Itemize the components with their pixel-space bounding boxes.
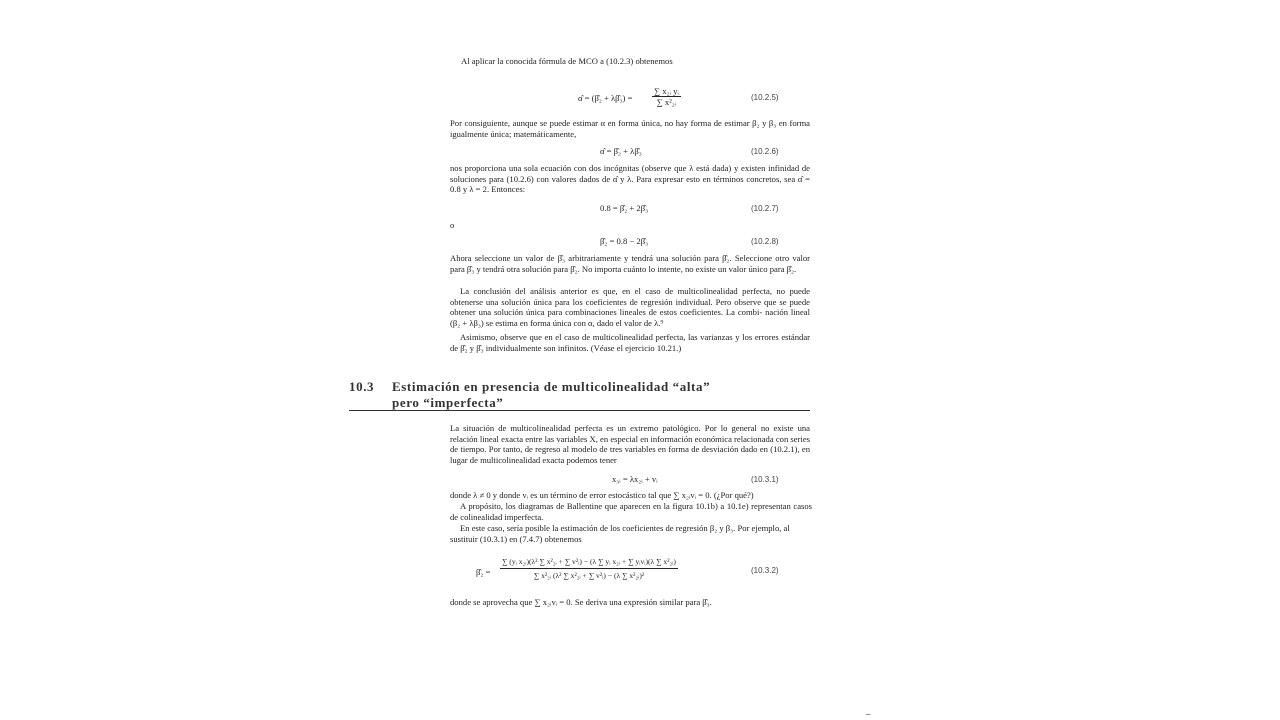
fraction-numerator: ∑ (yᵢ x₂ᵢ)(λ² ∑ x²₂ᵢ + ∑ v²ᵢ) − (λ ∑ yᵢ x₂ᵢ + ∑ yᵢvᵢ)(λ ∑ x²₂ᵢ) (500, 555, 678, 569)
fraction-denominator: ∑ x²₂ᵢ (656, 97, 677, 107)
equation-number: (10.3.1) (751, 475, 779, 484)
paragraph-asimismo: Asimismo, observe que en el caso de multicolinealidad perfecta, las varianzas y los errores estándar de β̂₂ y β̂₃ individualmente son infinitos. (Véase el ejercicio 10.21.) (450, 332, 810, 353)
equation-number: (10.2.5) (751, 93, 779, 102)
paragraph-situacion: La situación de multicolinealidad perfecta es un extremo patológico. Por lo general no existe una relación lineal exacta entre las variables X, en especial en información económica relacionada con series de tiempo. Por tanto, de regreso al modelo de tres variables en forma de desviación dado en (10.2.1), en lugar de multicolinealidad exacta podemos tener (450, 423, 810, 465)
paragraph-donde: donde λ ≠ 0 y donde vᵢ es un término de error estocástico tal que ∑ x₂ᵢvᵢ = 0. (¿Por qué?) (450, 490, 754, 500)
equation-number: (10.3.2) (751, 566, 779, 575)
connector-o: o (450, 220, 455, 230)
equation-lhs: β̂₂ = (476, 567, 491, 577)
paragraph-conclusion: La conclusión del análisis anterior es que, en el caso de multicolinealidad perfecta, no puede obtenerse una solución única para los coeficientes de regresión individual. Pero observe que se puede obtener una solución única para combinaciones lineales de estos coeficientes. La combi- nación lineal (β₂ + λβ₃) se estima en forma única con α, dado el valor de λ.⁹ (450, 286, 810, 328)
paragraph-ahora: Ahora seleccione un valor de β̂₃ arbitrariamente y tendrá una solución para β̂₂. Seleccione otro valor para β̂₃ y tendrá otra solución para β̂₂. No importa cuánto lo intente, no existe un valor único para β̂₂. (450, 253, 810, 274)
fraction-denominator: ∑ x²₂ᵢ (λ² ∑ x²₂ᵢ + ∑ v²ᵢ) − (λ ∑ x²₂ᵢ)² (533, 571, 645, 580)
section-number: 10.3 (349, 379, 375, 394)
page-mark: – (866, 709, 871, 719)
equation-number: (10.2.8) (751, 237, 779, 246)
paragraph-en-este-caso: En este caso, sería posible la estimación de los coeficientes de regresión β₂ y β₃. Por ejemplo, al sustituir (10.3.1) en (7.4.7) obtenemos (450, 523, 790, 544)
equation-number: (10.2.7) (751, 204, 779, 213)
paragraph-consiguiente: Por consiguiente, aunque se puede estimar α en forma única, no hay forma de estimar β₂ y β₃ en forma igualmente única; matemáticamente, (450, 118, 810, 139)
section-rule (349, 410, 810, 411)
intro-paragraph: Al aplicar la conocida fórmula de MCO a (10.2.3) obtenemos (461, 56, 673, 66)
equation-fraction (652, 86, 681, 107)
section-title-line2: pero “imperfecta” (392, 395, 504, 410)
section-title-line1: Estimación en presencia de multicolinealidad “alta” (392, 379, 711, 394)
equation-expression: 0.8 = β̂₂ + 2β̂₃ (600, 203, 649, 213)
equation-lhs: α̂ = (β̂₂ + λβ̂₃) = (578, 93, 633, 103)
fraction-numerator: ∑ x₂ᵢ yᵢ (654, 86, 679, 96)
equation-expression: x₃ᵢ = λx₂ᵢ + vᵢ (612, 474, 658, 484)
equation-fraction (500, 555, 678, 582)
paragraph-proporciona: nos proporciona una sola ecuación con dos incógnitas (observe que λ está dada) y existen infinidad de soluciones para (10.2.6) con valores dados de α̂ y λ. Para expresar esto en términos concretos, sea α̂ = 0.8 y λ = 2. Entonces: (450, 163, 810, 195)
equation-10-3-2 (476, 555, 746, 589)
equation-expression: α̂ = β̂₂ + λβ̂₃ (600, 146, 642, 156)
equation-expression: β̂₂ = 0.8 − 2β̂₃ (600, 236, 649, 246)
paragraph-proposito: A propósito, los diagramas de Ballentine que aparecen en la figura 10.1b) a 10.1e) representan casos de colinealidad imperfecta. (450, 501, 812, 522)
equation-number: (10.2.6) (751, 147, 779, 156)
paragraph-donde-aprovecha: donde se aprovecha que ∑ x₂ᵢvᵢ = 0. Se deriva una expresión similar para β̂₃. (450, 597, 712, 607)
